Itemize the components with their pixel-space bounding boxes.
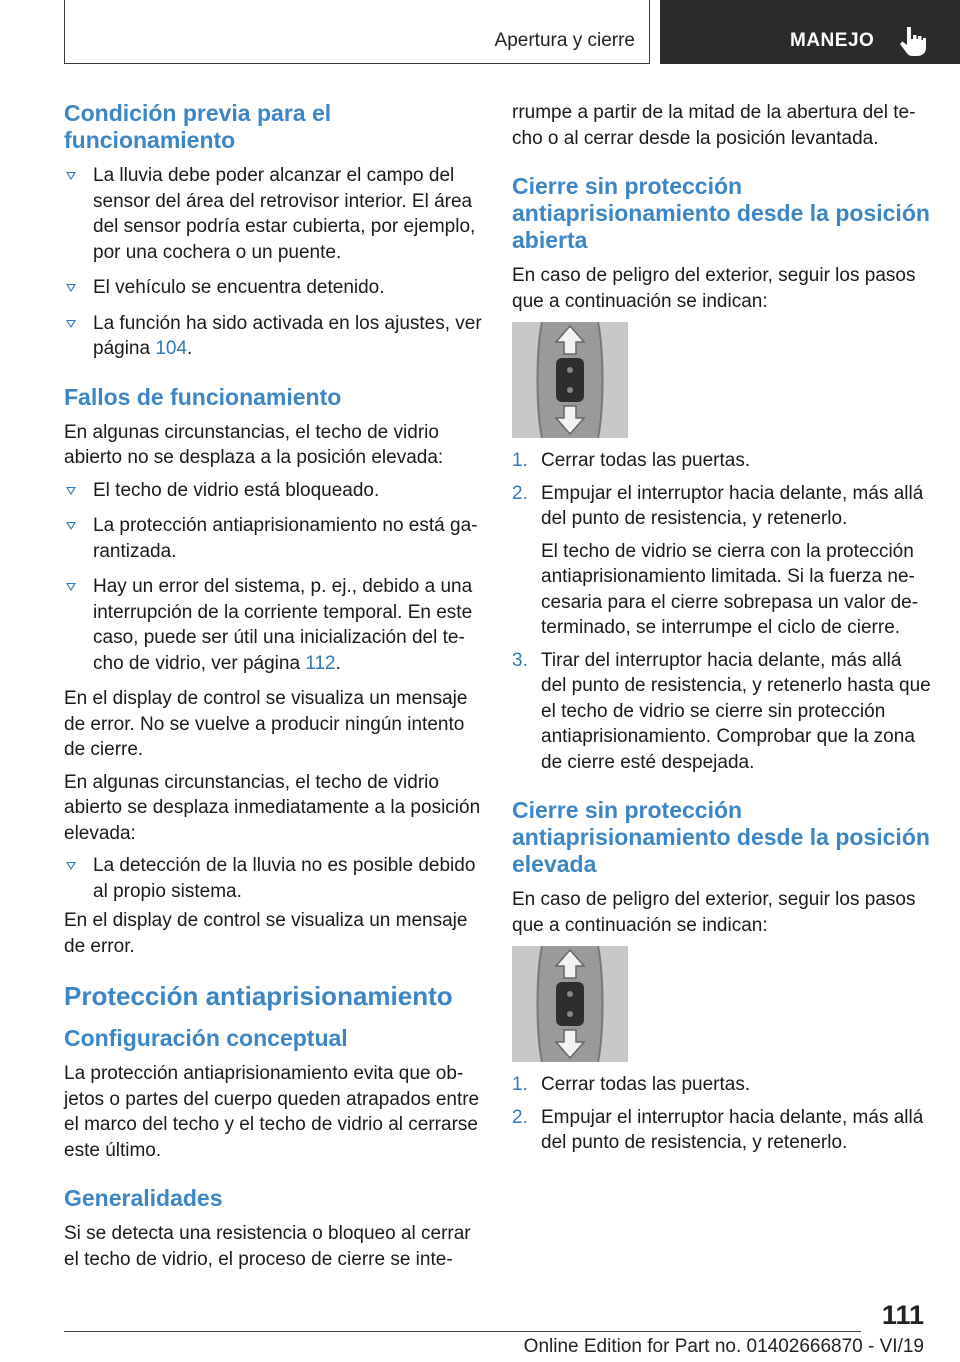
triangle-bullet-icon: [66, 284, 76, 292]
step-note: El techo de vidrio se cierra con la protección antiaprisionamiento limitada. Si la fuerza necesaria para el cierre sobrepasa un valor determinado, se interrumpe el ciclo de cierre.: [541, 540, 919, 638]
paragraph: rrumpe a partir de la mitad de la abertura del techo o al cerrar desde la posición levantada.: [512, 102, 916, 149]
page-link-112[interactable]: 112: [305, 652, 336, 674]
triangle-bullet-icon: [66, 172, 76, 180]
left-column: [64, 100, 484, 1279]
roof-switch-illustration: [512, 322, 628, 438]
list-item: La lluvia debe poder alcanzar el campo del sensor del área del retrovisor interior. El área del sensor podría estar cubierta, por ejemplo, por una cochera o un puente.: [64, 163, 484, 265]
list-item: 1. Cerrar todas las puertas.: [512, 1074, 751, 1095]
list-item: 1. Cerrar todas las puertas.: [512, 450, 751, 471]
list-item: El vehículo se encuentra detenido.: [64, 275, 484, 301]
bullet-list-condicion: [64, 163, 484, 362]
list-item: 2. Empujar el interruptor hacia delante, más allá del punto de resistencia, y retenerlo.: [512, 482, 924, 529]
paragraph: En el display de control se visualiza un mensaje de error.: [64, 910, 468, 957]
page-number: 111: [881, 1300, 924, 1330]
bullet-list-fallos: [64, 478, 484, 677]
hand-pointing-icon: [898, 24, 928, 58]
heading-generalidades: Generalidades: [64, 1185, 223, 1211]
footer-divider: [64, 1331, 861, 1332]
paragraph: En algunas circunstancias, el techo de vidrio abierto no se desplaza a la posición elevada:: [64, 421, 444, 468]
heading-configuracion: Configuración conceptual: [64, 1025, 348, 1051]
paragraph: En algunas circunstancias, el techo de vidrio abierto se desplaza inmediatamente a la posición elevada:: [64, 771, 481, 844]
section-header-box: [64, 0, 650, 64]
paragraph: La protección antiaprisionamiento evita que objetos o partes del cuerpo queden atrapados entre el marco del techo y el techo de vidrio al cerrarse este último.: [64, 1063, 480, 1161]
list-item: 2. Empujar el interruptor hacia delante, más allá del punto de resistencia, y retenerlo.: [512, 1106, 924, 1153]
page-header: [0, 0, 960, 66]
list-item: La protección antiaprisionamiento no está garantizada.: [64, 513, 484, 564]
triangle-bullet-icon: [66, 487, 76, 495]
triangle-bullet-icon: [66, 862, 76, 870]
heading-cierre-abierta: Cierre sin protección antiaprisionamiento desde la posición abierta: [512, 173, 930, 253]
heading-cierre-elevada: Cierre sin protección antiaprisionamiento desde la posición elevada: [512, 797, 930, 877]
list-item: 3. Tirar del interruptor hacia delante, más allá del punto de resistencia, y retenerlo hasta que el techo de vidrio se cierre sin protección antiaprisionamiento. Comprobar que la zona de cierre esté despejada.: [512, 649, 931, 773]
chapter-title: MANEJO: [790, 30, 875, 51]
edition-note: Online Edition for Part no. 01402666870 - VI/19: [523, 1336, 924, 1357]
list-item: Hay un error del sistema, p. ej., debido a una interrupción de la corriente temporal. En este caso, puede ser útil una inicialización del techo de vidrio, ver página 112.: [64, 574, 484, 676]
page-footer: [0, 1290, 960, 1362]
paragraph: En el display de control se visualiza un mensaje de error. No se vuelve a producir ningún intento de cierre.: [64, 688, 468, 760]
bullet-list-fallos-2: [64, 853, 484, 904]
paragraph: Si se detecta una resistencia o bloqueo al cerrar el techo de vidrio, el proceso de cierre se inte-: [64, 1223, 471, 1270]
page-link-104[interactable]: 104: [155, 338, 188, 359]
right-column: [512, 100, 932, 1163]
heading-fallos: Fallos de funcionamiento: [64, 383, 342, 410]
numbered-list-abierta: [512, 448, 932, 775]
roof-switch-illustration: [512, 946, 628, 1062]
list-item: El techo de vidrio está bloqueado.: [64, 478, 484, 504]
section-title: Apertura y cierre: [494, 30, 635, 51]
heading-proteccion: Protección antiaprisionamiento: [64, 981, 453, 1011]
triangle-bullet-icon: [66, 583, 76, 591]
triangle-bullet-icon: [66, 320, 76, 328]
triangle-bullet-icon: [66, 522, 76, 530]
heading-condicion-previa: Condición previa para el funcionamiento: [64, 100, 332, 153]
list-item: La detección de la lluvia no es posible debido al propio sistema.: [64, 853, 484, 904]
paragraph: En caso de peligro del exterior, seguir los pasos que a continuación se indican:: [512, 265, 916, 312]
chapter-tab: [660, 0, 960, 64]
list-item: La función ha sido activada en los ajustes, ver página 104.: [64, 311, 484, 362]
numbered-list-elevada: [512, 1072, 932, 1156]
paragraph: En caso de peligro del exterior, seguir los pasos que a continuación se indican:: [512, 889, 916, 936]
